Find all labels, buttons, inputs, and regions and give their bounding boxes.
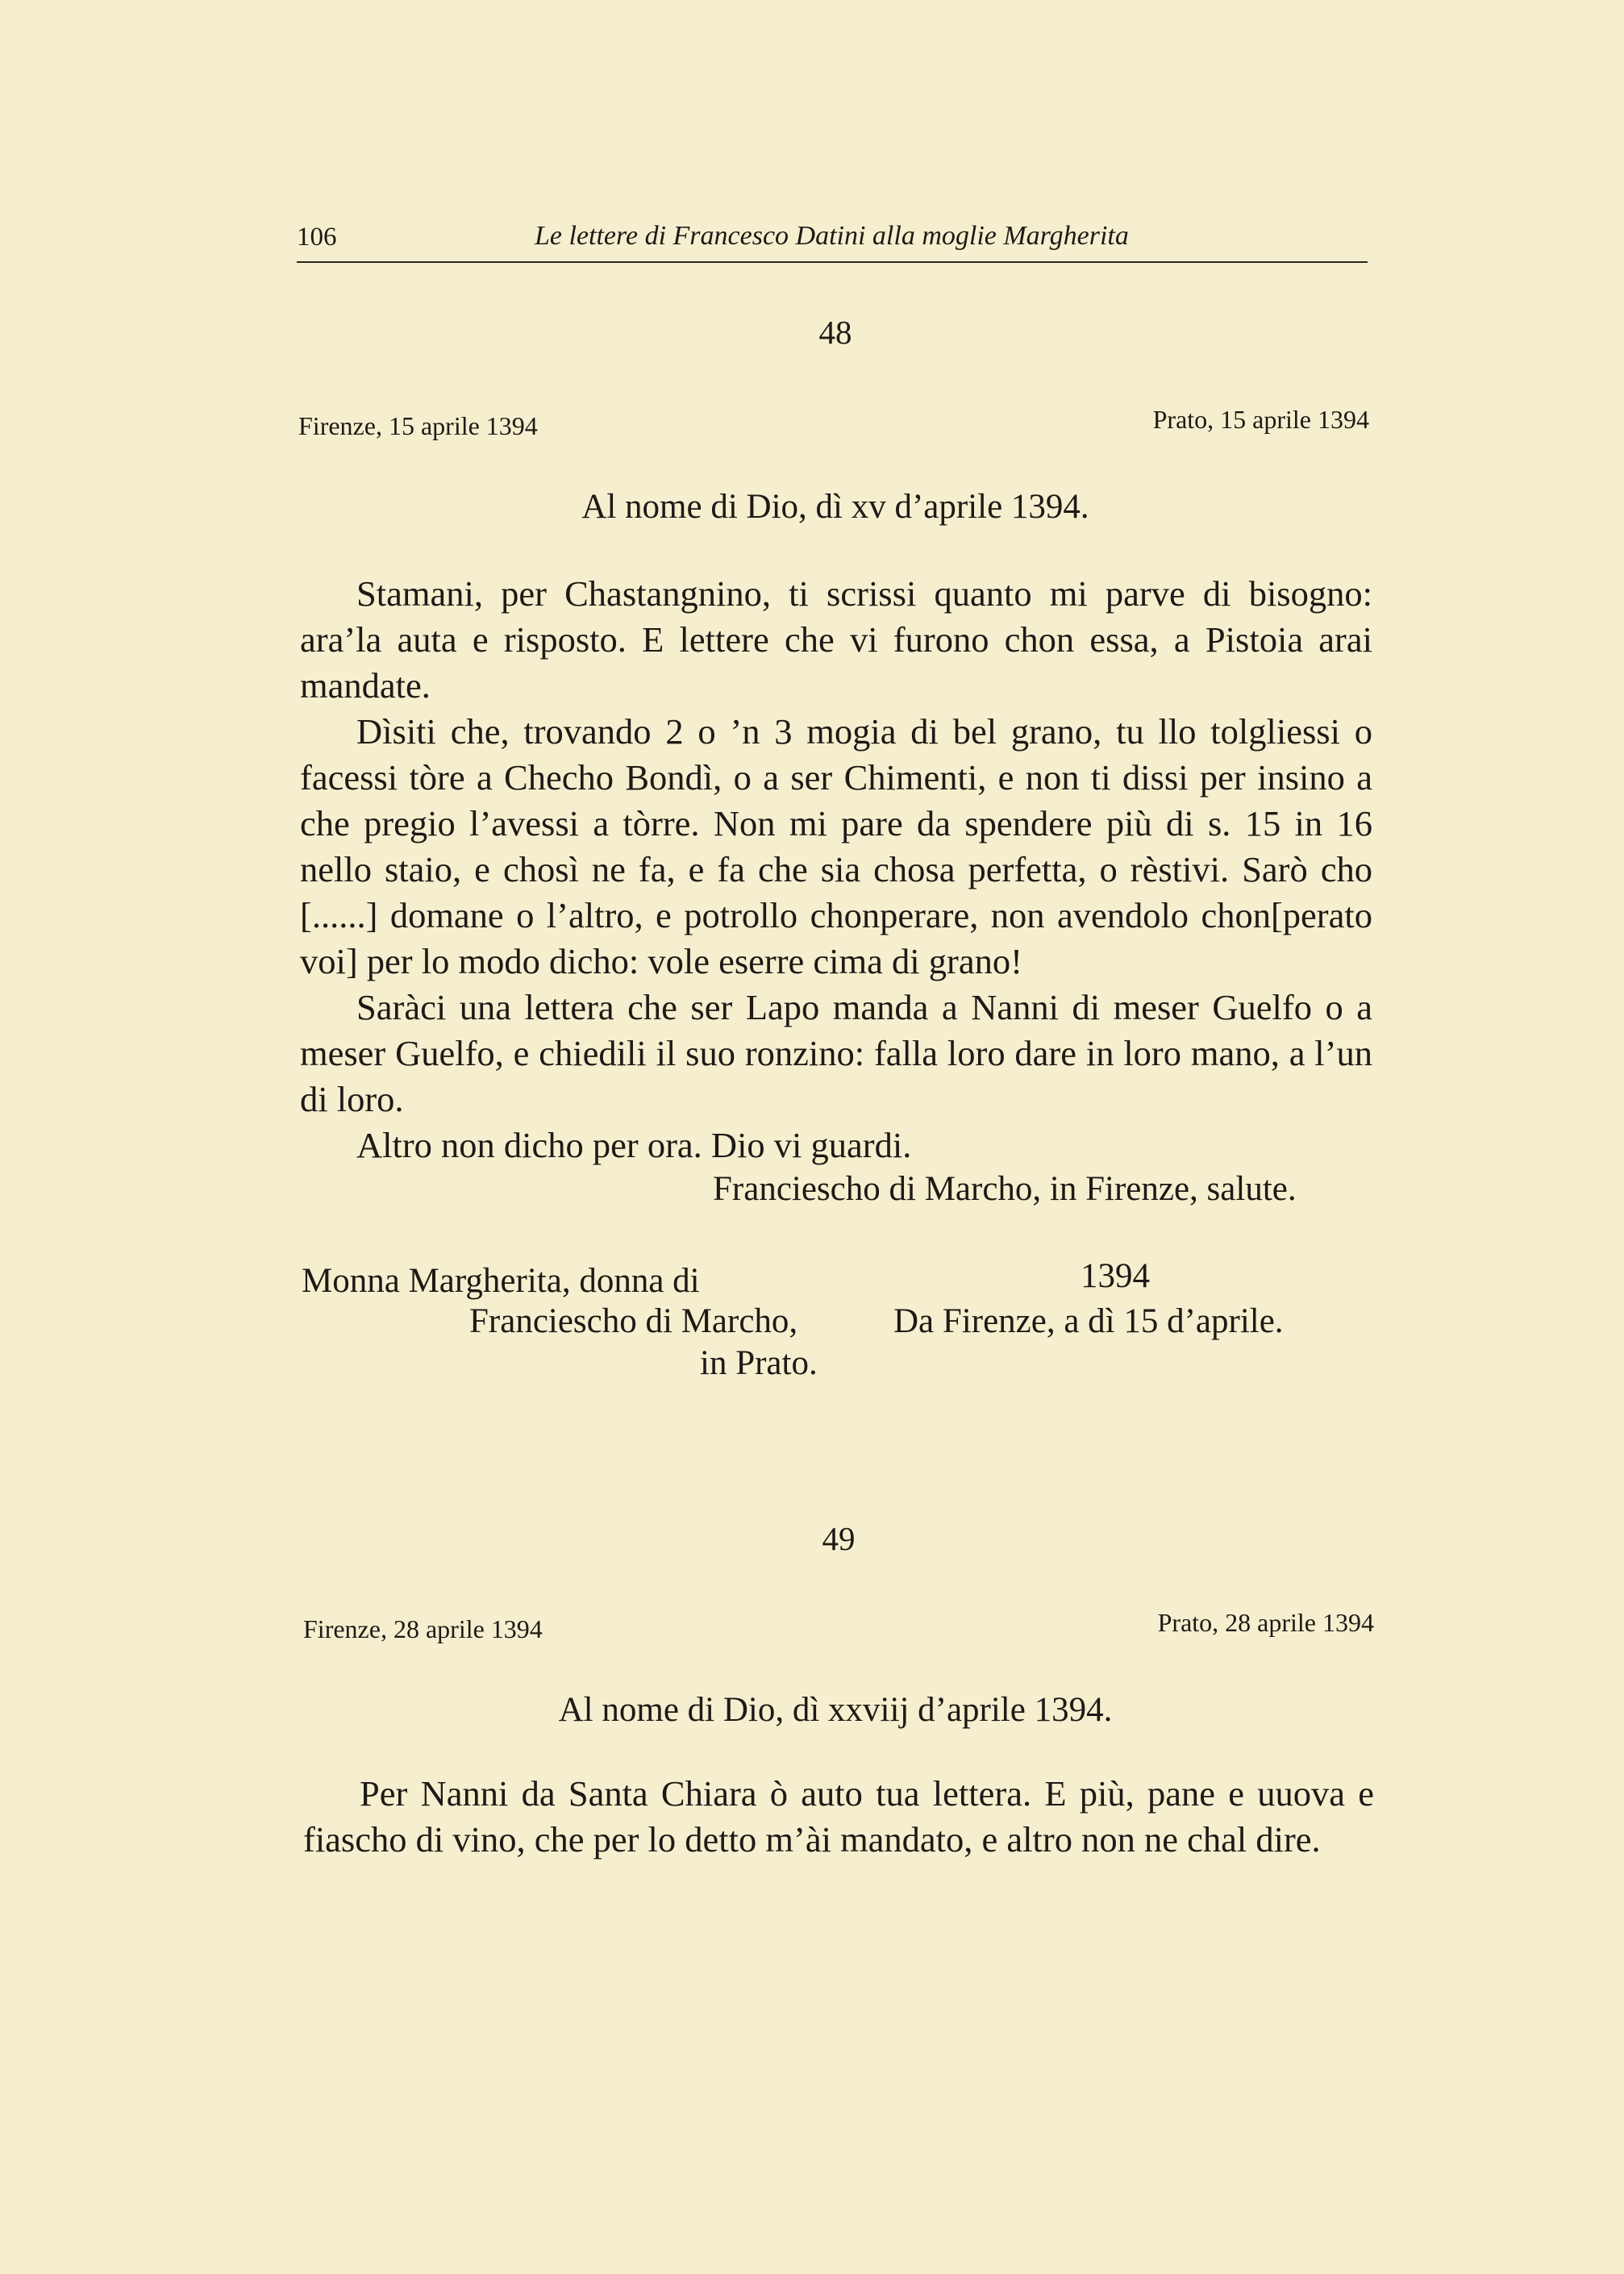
paragraph: Stamani, per Chastangnino, ti scrissi quanto mi parve di bisogno: ara’la auta e risposto. E lettere che vi furono chon essa, a Pistoia arai mandate. (300, 573, 1372, 706)
signature-48: Franciescho di Marcho, in Firenze, salute. (713, 1170, 1297, 1208)
running-title: Le lettere di Francesco Datini alla moglie Margherita (535, 221, 1129, 251)
place-from-48: Firenze, 15 aprile 1394 (298, 411, 538, 440)
invocation-49: Al nome di Dio, dì xxviij d’aprile 1394. (558, 1691, 1113, 1729)
dating-year: 1394 (1081, 1257, 1150, 1295)
paragraph: Altro non dicho per ora. Dio vi guardi. (356, 1125, 912, 1165)
paragraph: Dìsiti che, trovando 2 o ’n 3 mogia di bel grano, tu llo tolgliessi o facessi tòre a Checho Bondì, o a ser Chimenti, e non ti dissi per insino a che pregio l’avessi a tòrre. Non mi pare da spendere più di s. 15 in 16 nello staio, e chosì ne fa, e fa che sia chosa perfetta, o rèstivi. Sarò cho [......] domane o l’altro, e potrollo chonperare, non avendolo chon[perato voi] per lo modo dicho: vole eserre cima di grano! (300, 711, 1372, 981)
letter-body-49 (303, 1771, 1374, 1863)
dating-line: Da Firenze, a dì 15 d’aprile. (893, 1302, 1284, 1340)
place-from-49: Firenze, 28 aprile 1394 (303, 1614, 543, 1643)
running-header (297, 216, 1368, 263)
address-line-2: Franciescho di Marcho, (469, 1302, 798, 1340)
paragraph: Saràci una lettera che ser Lapo manda a Nanni di meser Guelfo o a meser Guelfo, e chiedili il suo ronzino: falla loro dare in loro mano, a l’un di loro. (300, 987, 1372, 1119)
place-to-48: Prato, 15 aprile 1394 (1152, 405, 1369, 434)
page-number: 106 (297, 223, 337, 252)
invocation-48: Al nome di Dio, dì xv d’aprile 1394. (581, 488, 1089, 526)
address-line-3: in Prato. (700, 1344, 818, 1382)
letter-number-48: 48 (818, 314, 852, 351)
place-to-49: Prato, 28 aprile 1394 (1157, 1608, 1374, 1637)
letter-number-49: 49 (822, 1520, 856, 1557)
address-line-1: Monna Margherita, donna di (302, 1262, 700, 1300)
letter-body-48 (300, 571, 1372, 1168)
paragraph: Per Nanni da Santa Chiara ò auto tua lettera. E più, pane e uuova e fiascho di vino, che per lo detto m’ài mandato, e altro non ne chal dire. (303, 1773, 1374, 1860)
